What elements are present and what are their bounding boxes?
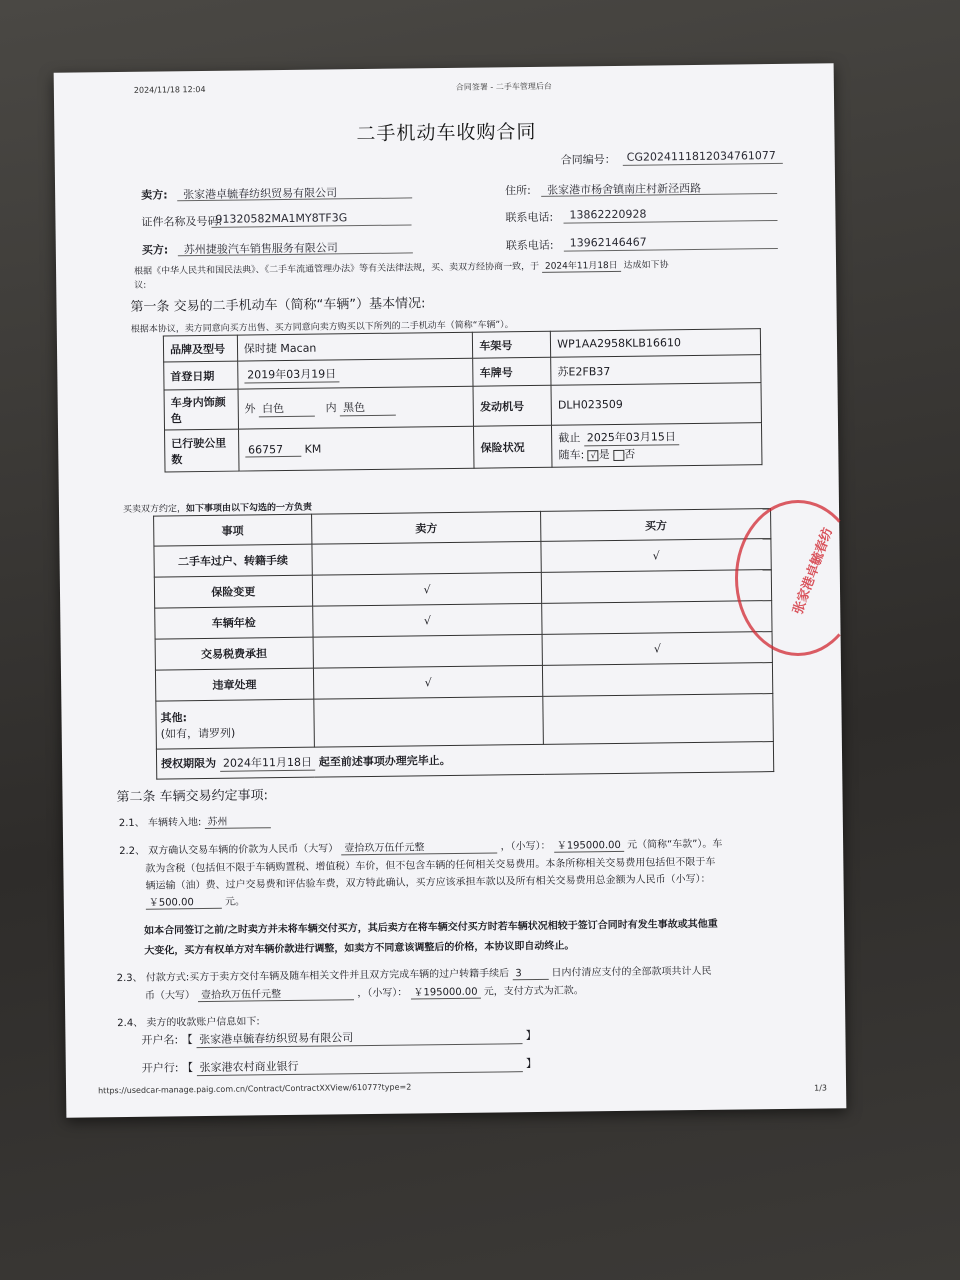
- bank-row: 开户行: 【 张家港农村商业银行 】: [141, 1056, 538, 1075]
- payment-lower: ￥195000.00: [410, 983, 480, 1000]
- price-lower: ￥195000.00: [554, 836, 624, 853]
- seller-label: 卖方:: [141, 188, 168, 202]
- other-note: (如有，请罗列): [160, 726, 236, 741]
- plate-value: 苏E2FB37: [551, 355, 761, 386]
- seller-address: 张家港市杨舍镇南庄村新泾西路: [547, 181, 702, 197]
- clause-2-4: 2.4、 卖方的收款账户信息如下:: [117, 1016, 260, 1030]
- vin-value: WP1AA2958KLB16610: [551, 329, 761, 358]
- buyer-label: 买方:: [141, 243, 169, 257]
- adjustment-notice-line-2: 大变化，买方有权单方对车辆价款进行调整，如卖方不同意该调整后的价格，本协议即自动终止。: [144, 940, 575, 957]
- reg-date-label: 首登日期: [164, 361, 238, 390]
- exterior-color: 白色: [259, 400, 315, 418]
- deadline-date: 2024年11月18日: [220, 754, 315, 772]
- mileage-value: 66757: [245, 442, 301, 457]
- agreement-date: 2024年11月18日: [542, 258, 621, 273]
- table-row: 保险变更 √: [154, 570, 771, 609]
- seller-phone: 13862220928: [569, 207, 647, 222]
- col-seller-header: 卖方: [311, 511, 541, 544]
- plate-label: 车牌号: [473, 357, 551, 386]
- article-1-heading: 第一条 交易的二手机动车（简称“车辆”）基本情况:: [130, 296, 426, 315]
- table-row: 二手车过户、转籍手续 √: [154, 539, 771, 578]
- account-name-row: 开户名: 【 张家港卓毓春纺织贸易有限公司 】: [141, 1028, 537, 1047]
- table-row: 交易税费承担 √: [155, 632, 772, 671]
- article-2-heading: 第二条 车辆交易约定事项:: [116, 788, 269, 806]
- fee-amount: ￥500.00: [146, 893, 222, 910]
- bank-name: 张家港农村商业银行: [196, 1055, 522, 1076]
- seal-text: 张家港卓毓春纺: [790, 525, 836, 617]
- col-item-header: 事项: [154, 514, 312, 546]
- brand-value: 保时捷 Macan: [237, 332, 473, 361]
- payment-days: 3: [512, 968, 548, 980]
- intro-line-1: 根据《中华人民共和国民法典》、《二手车流通管理办法》等有关法律法规，买、卖双方经协商一致，于 2024年11月18日 达成如下协: [134, 257, 669, 278]
- deadline-label: 授权期限为: [161, 756, 217, 771]
- col-buyer-header: 买方: [541, 509, 771, 542]
- engine-label: 发动机号: [473, 385, 551, 426]
- interior-color: 黑色: [340, 399, 396, 417]
- clause-2-2-line-2: 款为含税（包括但不限于车辆购置税、增值税）车价，但不包含车辆的任何相关交易费用。本条所称相关交易费用包括但不限于车: [145, 856, 716, 875]
- seller-phone-label: 联系电话:: [505, 210, 554, 225]
- buyer-name: 苏州捷骏汽车销售服务有限公司: [183, 241, 338, 257]
- intro-line-2: 议:: [134, 280, 147, 291]
- table-row: 违章处理 √: [155, 663, 772, 702]
- print-datetime: 2024/11/18 12:04: [133, 84, 206, 95]
- vin-label: 车架号: [473, 331, 551, 358]
- color-label: 车身内饰颜色: [164, 389, 238, 430]
- adjustment-notice-line-1: 如本合同签订之前/之时卖方并未将车辆交付买方，其后卖方在将车辆交付买方时若车辆状况相较于签订合同时有发生事故或其他重: [144, 918, 718, 937]
- engine-value: DLH023509: [551, 383, 761, 426]
- other-label: 其他:: [160, 710, 188, 725]
- vehicle-info-table: 品牌及型号 保时捷 Macan 车架号 WP1AA2958KLB16610 首登日期 2019年03月19日 车牌号 苏E2FB37 车身内饰颜色 外 白色 内 黑色 发动机号 DLH023509 已行驶公里数 66757 KM 保险状况 截止 2025年03月15日 随车: √ 是 否: [163, 328, 763, 472]
- contract-number-label: 合同编号：: [560, 152, 616, 167]
- transfer-city: 苏州: [204, 812, 270, 829]
- table-row-other: [156, 694, 774, 750]
- no-checkbox[interactable]: [613, 449, 624, 460]
- page-number: 1/3: [814, 1083, 828, 1093]
- deadline-suffix: 起至前述事项办理完毕止。: [318, 754, 451, 769]
- yes-checkbox[interactable]: √: [588, 450, 599, 461]
- seller-name: 张家港卓毓春纺织贸易有限公司: [183, 186, 338, 202]
- insurance-label: 保险状况: [474, 425, 552, 468]
- table-row: 车辆年检 √: [155, 601, 772, 640]
- print-site-title: 合同签署 - 二手车管理后台: [455, 81, 552, 92]
- brand-label: 品牌及型号: [163, 335, 237, 362]
- buyer-phone-label: 联系电话:: [505, 238, 554, 253]
- seller-address-label: 住所:: [505, 183, 531, 198]
- company-seal: [735, 500, 861, 656]
- article-1-desc: 根据本协议，卖方同意向买方出售、买方同意向卖方购买以下所列的二手机动车（简称“车辆”）。: [130, 320, 514, 335]
- mileage-label: 已行驶公里数: [165, 429, 239, 472]
- duties-table: [153, 508, 774, 780]
- buyer-phone: 13962146467: [569, 235, 647, 250]
- payment-upper: 壹拾玖万伍仟元整: [198, 984, 354, 1002]
- id-number: 91320582MA1MY8TF3G: [215, 211, 348, 226]
- clause-2-2-fee: ￥500.00 元。: [146, 893, 245, 910]
- clause-2-2-line-3: 辆运输（油）费、过户交易费和评估验车费，双方特此确认，买方应该承担车款以及所有相关交易费用总金额为人民币（小写）：: [145, 873, 711, 892]
- account-name: 张家港卓毓春纺织贸易有限公司: [196, 1027, 522, 1048]
- clause-2-3-line-2: 币（大写） 壹拾玖万伍仟元整 ，（小写）： ￥195000.00 元，支付方式为汇款。: [145, 981, 584, 1002]
- page-title: 二手机动车收购合同: [356, 120, 537, 146]
- clause-2-2-line-1: 2.2、 双方确认交易车辆的价款为人民币（大写） 壹拾玖万伍仟元整 ，（小写）： ￥195000.00 元（简称“车款”）。车: [119, 835, 722, 858]
- contract-number: CG20241118120347610​77: [626, 148, 776, 164]
- insurance-date: 2025年03月15日: [584, 428, 679, 446]
- reg-date-value: 2019年03月19日: [244, 365, 339, 383]
- price-upper: 壹拾玖万伍仟元整: [341, 837, 497, 855]
- print-url: https://usedcar-manage.paig.com.cn/Contract/ContractXXView/61077?type=2: [98, 1082, 412, 1096]
- contract-page: [54, 63, 847, 1117]
- clause-2-3-line-1: 2.3、 付款方式:买方于卖方交付车辆及随车相关文件并且双方完成车辆的过户转籍手续后 3 日内付清应支付的全部款项共计人民: [116, 965, 712, 985]
- clause-2-1: 2.1、 车辆转入地: 苏州: [119, 812, 271, 830]
- id-label: 证件名称及号码:: [141, 214, 223, 229]
- duties-note: 买卖双方约定，如下事项由以下勾选的一方负责: [122, 502, 313, 515]
